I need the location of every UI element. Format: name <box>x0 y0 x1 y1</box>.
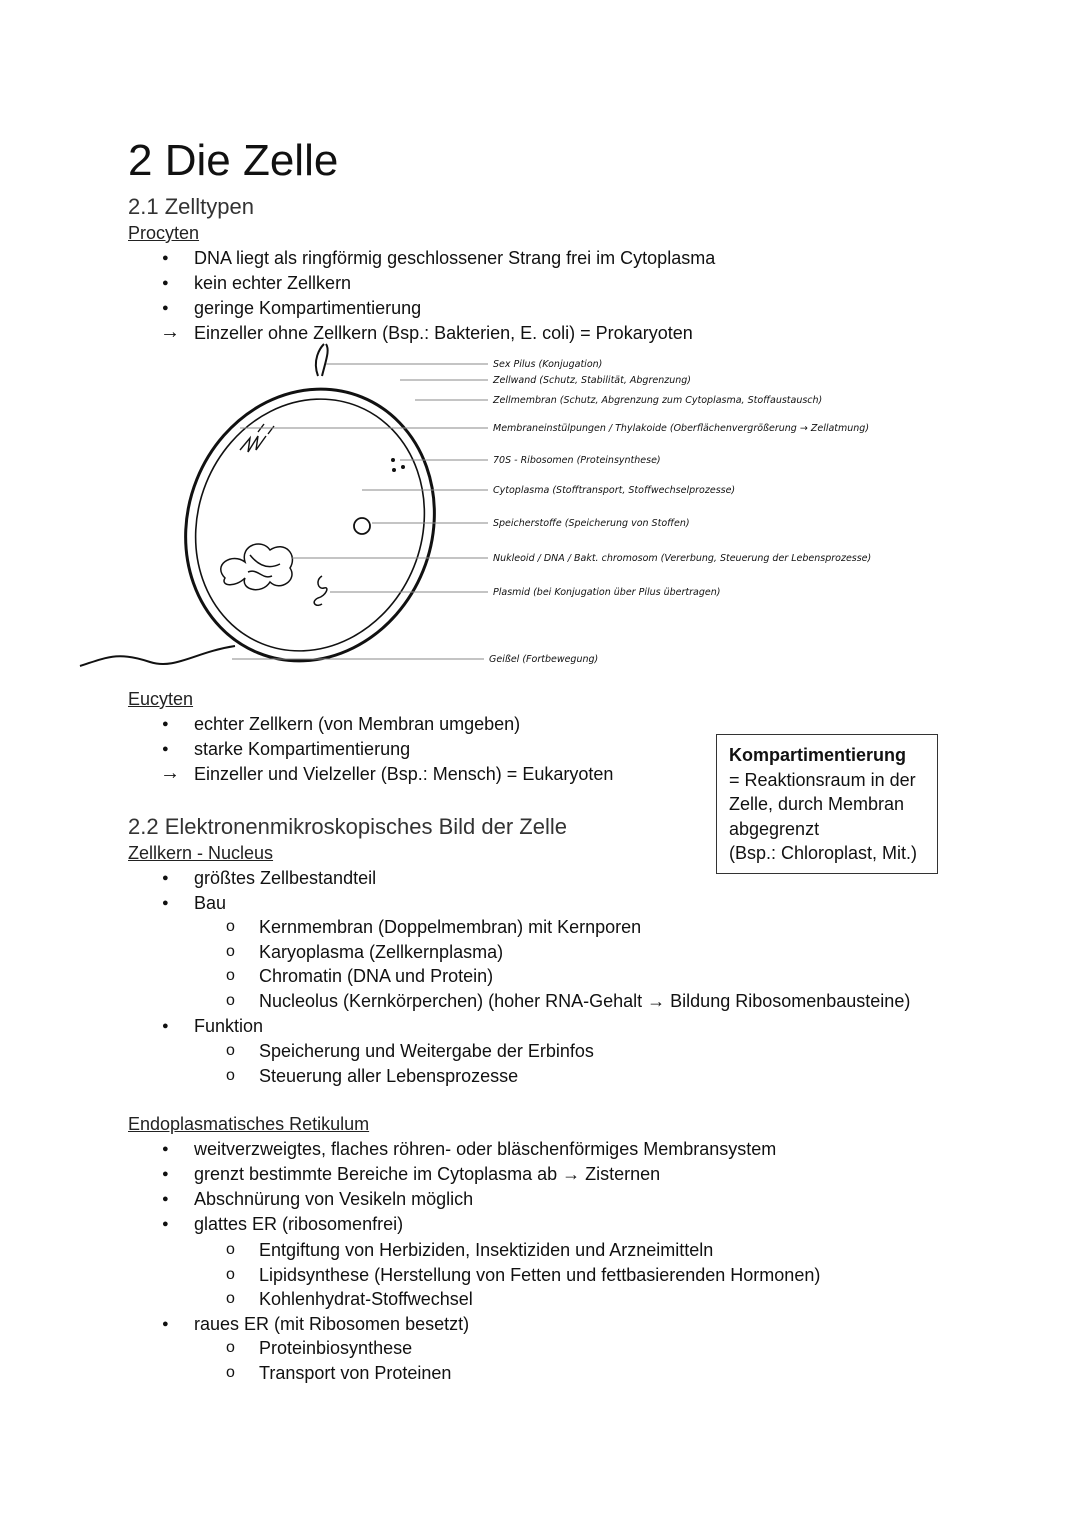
box-line: abgegrenzt <box>729 818 820 839</box>
list-item: ● größtes Zellbestandteil <box>128 866 1028 891</box>
list-item: o Lipidsynthese (Herstellung von Fetten und fettbasierenden Hormonen) <box>128 1263 1028 1288</box>
kompartimentierung-box <box>716 734 938 874</box>
pilus-drawing <box>316 344 328 376</box>
bau-list <box>128 915 1048 1013</box>
label-cytoplasma: Cytoplasma (Stofftransport, Stoffwechselprozesse) <box>493 485 736 496</box>
eucyten-label: Eucyten <box>128 689 194 709</box>
list-item: o Proteinbiosynthese <box>128 1336 928 1361</box>
list-item: ● grenzt bestimmte Bereiche im Cytoplasma ab → Zisternen <box>128 1162 1028 1187</box>
label-sex-pilus: Sex Pilus (Konjugation) <box>493 359 603 370</box>
list-item: o Kohlenhydrat-Stoffwechsel <box>128 1287 1028 1312</box>
label-zellmembran: Zellmembran (Schutz, Abgrenzung zum Cytoplasma, Stoffaustausch) <box>493 395 823 406</box>
list-item: o Karyoplasma (Zellkernplasma) <box>128 940 1048 965</box>
section-2-1-heading: 2.1 Zelltypen <box>128 194 254 219</box>
label-ribosomen: 70S - Ribosomen (Proteinsynthese) <box>493 455 661 466</box>
cell-wall-drawing <box>145 351 475 685</box>
procyten-list <box>128 246 928 346</box>
list-item: o Chromatin (DNA und Protein) <box>128 964 1048 989</box>
label-nukleoid: Nukleoid / DNA / Bakt. chromosom (Vererbung, Steuerung der Lebensprozesse) <box>493 553 872 564</box>
label-speicherstoffe: Speicherstoffe (Speicherung von Stoffen) <box>493 518 690 529</box>
section-2-2-heading: 2.2 Elektronenmikroskopisches Bild der Zelle <box>128 814 567 839</box>
page-title: 2 Die Zelle <box>128 136 339 185</box>
zellkern-list <box>128 866 1028 916</box>
list-item: ● raues ER (mit Ribosomen besetzt) <box>128 1312 928 1337</box>
list-item: ● Funktion <box>128 1014 928 1039</box>
list-item: o Transport von Proteinen <box>128 1361 928 1386</box>
list-item: ● kein echter Zellkern <box>128 271 928 296</box>
box-line: (Bsp.: Chloroplast, Mit.) <box>729 843 918 863</box>
eucyten-list <box>128 712 688 787</box>
storage-drawing <box>354 518 370 534</box>
list-item: o Kernmembran (Doppelmembran) mit Kernporen <box>128 915 1048 940</box>
eucyten-conclusion: → Einzeller und Vielzeller (Bsp.: Mensch) = Eukaryoten <box>128 762 688 787</box>
funktion-list-label <box>128 1014 928 1039</box>
raues-er-label-list <box>128 1312 928 1337</box>
cell-membrane-drawing <box>158 364 462 685</box>
list-item <box>128 891 1028 916</box>
label-zellwand: Zellwand (Schutz, Stabilität, Abgrenzung) <box>493 375 691 386</box>
box-title: Kompartimentierung <box>729 745 907 765</box>
funktion-list <box>128 1039 928 1088</box>
procyten-conclusion: → Einzeller ohne Zellkern (Bsp.: Bakterien, E. coli) = Prokaryoten <box>128 321 928 346</box>
box-line: Zelle, durch Membran <box>729 794 905 814</box>
er-list <box>128 1137 1028 1237</box>
label-plasmid: Plasmid (bei Konjugation über Pilus übertragen) <box>493 587 721 598</box>
list-item: ● DNA liegt als ringförmig geschlossener Strang frei im Cytoplasma <box>128 246 928 271</box>
plasmid-drawing <box>314 576 327 605</box>
list-item: ● starke Kompartimentierung <box>128 737 688 762</box>
label-geissel: Geißel (Fortbewegung) <box>489 654 599 665</box>
bau-label: Bau <box>194 893 227 913</box>
list-item: ● glattes ER (ribosomenfrei) <box>128 1212 1028 1237</box>
raues-er-list <box>128 1336 928 1385</box>
list-item: o Nucleolus (Kernkörperchen) (hoher RNA-Gehalt → Bildung Ribosomenbausteine) <box>128 989 1048 1014</box>
box-line: = Reaktionsraum in der <box>729 769 916 790</box>
list-item: ● Abschnürung von Vesikeln möglich <box>128 1187 1028 1212</box>
zellkern-label: Zellkern - Nucleus <box>128 843 274 863</box>
list-item: o Speicherung und Weitergabe der Erbinfos <box>128 1039 928 1064</box>
nucleoid-drawing <box>221 544 293 590</box>
er-label: Endoplasmatisches Retikulum <box>128 1114 370 1134</box>
procyten-label: Procyten <box>128 223 200 243</box>
list-item: ● weitverzweigtes, flaches röhren- oder bläschenförmiges Membransystem <box>128 1137 1028 1162</box>
list-item: o Steuerung aller Lebensprozesse <box>128 1064 928 1089</box>
list-item: o Entgiftung von Herbiziden, Insektiziden und Arzneimitteln <box>128 1238 1028 1263</box>
flagellum-drawing <box>80 646 235 666</box>
label-membraneinstuelpungen: Membraneinstülpungen / Thylakoide (Oberflächenvergrößerung → Zellatmung) <box>493 423 870 434</box>
list-item: ● echter Zellkern (von Membran umgeben) <box>128 712 688 737</box>
glattes-er-list <box>128 1238 1028 1312</box>
list-item: ● geringe Kompartimentierung <box>128 296 928 321</box>
prokaryote-cell-diagram <box>0 340 1080 685</box>
